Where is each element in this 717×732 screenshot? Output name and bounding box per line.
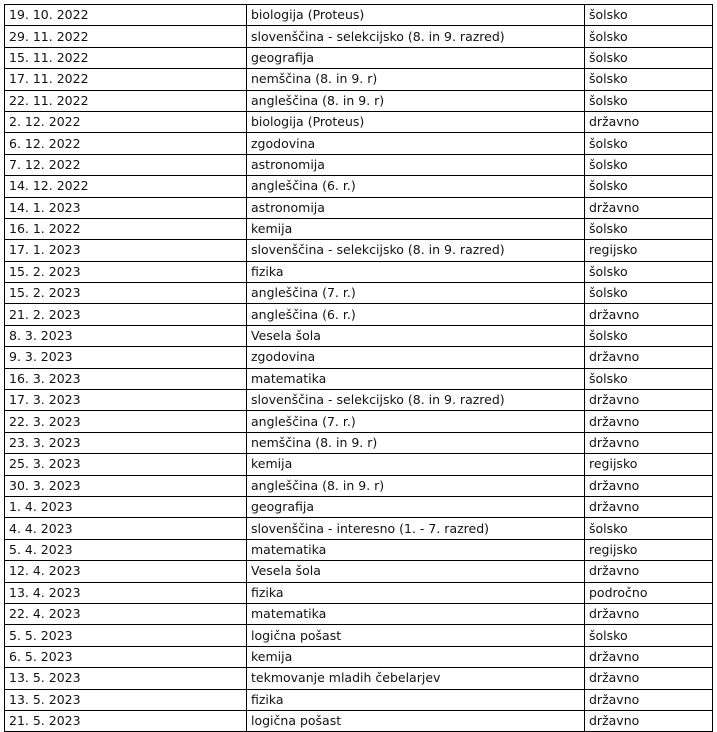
subject-cell: zgodovina [247,347,585,368]
subject-cell: geografija [247,47,585,68]
subject-cell: fizika [247,689,585,710]
date-cell: 4. 4. 2023 [5,518,247,539]
level-cell: šolsko [585,5,713,26]
level-cell: šolsko [585,47,713,68]
date-cell: 9. 3. 2023 [5,347,247,368]
subject-cell: astronomija [247,154,585,175]
document-page [4,4,713,732]
table-row [5,283,713,304]
table-row [5,390,713,411]
level-cell: šolsko [585,325,713,346]
level-cell: državno [585,496,713,517]
table-row [5,539,713,560]
date-cell: 17. 3. 2023 [5,390,247,411]
subject-cell: biologija (Proteus) [247,111,585,132]
table-row [5,411,713,432]
subject-cell: logična pošast [247,710,585,731]
table-row [5,90,713,111]
subject-cell: fizika [247,582,585,603]
subject-cell: Vesela šola [247,325,585,346]
date-cell: 29. 11. 2022 [5,26,247,47]
subject-cell: slovenščina - selekcijsko (8. in 9. razred) [247,240,585,261]
date-cell: 2. 12. 2022 [5,111,247,132]
table-row [5,261,713,282]
date-cell: 15. 2. 2023 [5,283,247,304]
subject-cell: matematika [247,368,585,389]
subject-cell: astronomija [247,197,585,218]
date-cell: 8. 3. 2023 [5,325,247,346]
date-cell: 21. 2. 2023 [5,304,247,325]
level-cell: šolsko [585,69,713,90]
date-cell: 13. 5. 2023 [5,689,247,710]
subject-cell: angleščina (7. r.) [247,283,585,304]
table-row [5,582,713,603]
table-row [5,5,713,26]
subject-cell: geografija [247,496,585,517]
level-cell: državno [585,668,713,689]
competitions-table [4,4,713,732]
date-cell: 13. 5. 2023 [5,668,247,689]
level-cell: šolsko [585,133,713,154]
table-row [5,240,713,261]
table-row [5,432,713,453]
date-cell: 15. 11. 2022 [5,47,247,68]
date-cell: 22. 4. 2023 [5,603,247,624]
subject-cell: nemščina (8. in 9. r) [247,69,585,90]
level-cell: regijsko [585,454,713,475]
date-cell: 30. 3. 2023 [5,475,247,496]
level-cell: šolsko [585,261,713,282]
level-cell: regijsko [585,539,713,560]
table-row [5,69,713,90]
date-cell: 6. 12. 2022 [5,133,247,154]
table-row [5,561,713,582]
level-cell: šolsko [585,283,713,304]
date-cell: 17. 11. 2022 [5,69,247,90]
subject-cell: slovenščina - selekcijsko (8. in 9. razred) [247,390,585,411]
date-cell: 19. 10. 2022 [5,5,247,26]
subject-cell: angleščina (8. in 9. r) [247,90,585,111]
subject-cell: logična pošast [247,625,585,646]
level-cell: državno [585,432,713,453]
level-cell: državno [585,646,713,667]
level-cell: državno [585,710,713,731]
date-cell: 22. 3. 2023 [5,411,247,432]
subject-cell: kemija [247,646,585,667]
subject-cell: tekmovanje mladih čebelarjev [247,668,585,689]
table-row [5,218,713,239]
level-cell: šolsko [585,26,713,47]
date-cell: 14. 12. 2022 [5,176,247,197]
level-cell: šolsko [585,218,713,239]
subject-cell: angleščina (6. r.) [247,304,585,325]
subject-cell: Vesela šola [247,561,585,582]
subject-cell: slovenščina - interesno (1. - 7. razred) [247,518,585,539]
table-row [5,689,713,710]
table-row [5,625,713,646]
subject-cell: zgodovina [247,133,585,154]
table-row [5,325,713,346]
date-cell: 12. 4. 2023 [5,561,247,582]
table-row [5,347,713,368]
date-cell: 16. 3. 2023 [5,368,247,389]
level-cell: državno [585,561,713,582]
table-row [5,454,713,475]
level-cell: regijsko [585,240,713,261]
table-row [5,710,713,731]
level-cell: šolsko [585,176,713,197]
table-row [5,475,713,496]
subject-cell: angleščina (6. r.) [247,176,585,197]
level-cell: državno [585,111,713,132]
level-cell: šolsko [585,154,713,175]
table-row [5,133,713,154]
subject-cell: kemija [247,454,585,475]
date-cell: 13. 4. 2023 [5,582,247,603]
level-cell: državno [585,304,713,325]
level-cell: državno [585,475,713,496]
level-cell: področno [585,582,713,603]
subject-cell: matematika [247,603,585,624]
level-cell: državno [585,197,713,218]
date-cell: 6. 5. 2023 [5,646,247,667]
level-cell: šolsko [585,518,713,539]
subject-cell: fizika [247,261,585,282]
table-row [5,646,713,667]
level-cell: šolsko [585,90,713,111]
date-cell: 16. 1. 2022 [5,218,247,239]
date-cell: 15. 2. 2023 [5,261,247,282]
date-cell: 23. 3. 2023 [5,432,247,453]
date-cell: 17. 1. 2023 [5,240,247,261]
table-row [5,496,713,517]
level-cell: šolsko [585,625,713,646]
date-cell: 14. 1. 2023 [5,197,247,218]
subject-cell: angleščina (7. r.) [247,411,585,432]
date-cell: 5. 4. 2023 [5,539,247,560]
date-cell: 25. 3. 2023 [5,454,247,475]
level-cell: državno [585,347,713,368]
subject-cell: biologija (Proteus) [247,5,585,26]
table-row [5,154,713,175]
date-cell: 21. 5. 2023 [5,710,247,731]
table-row [5,518,713,539]
table-row [5,176,713,197]
table-row [5,368,713,389]
table-row [5,111,713,132]
level-cell: šolsko [585,368,713,389]
date-cell: 1. 4. 2023 [5,496,247,517]
date-cell: 5. 5. 2023 [5,625,247,646]
table-row [5,304,713,325]
date-cell: 22. 11. 2022 [5,90,247,111]
table-row [5,197,713,218]
subject-cell: kemija [247,218,585,239]
level-cell: državno [585,603,713,624]
subject-cell: slovenščina - selekcijsko (8. in 9. razred) [247,26,585,47]
table-row [5,26,713,47]
date-cell: 7. 12. 2022 [5,154,247,175]
subject-cell: nemščina (8. in 9. r) [247,432,585,453]
table-row [5,668,713,689]
subject-cell: angleščina (8. in 9. r) [247,475,585,496]
level-cell: državno [585,689,713,710]
table-body [5,5,713,732]
table-row [5,47,713,68]
table-row [5,603,713,624]
level-cell: državno [585,411,713,432]
level-cell: državno [585,390,713,411]
subject-cell: matematika [247,539,585,560]
